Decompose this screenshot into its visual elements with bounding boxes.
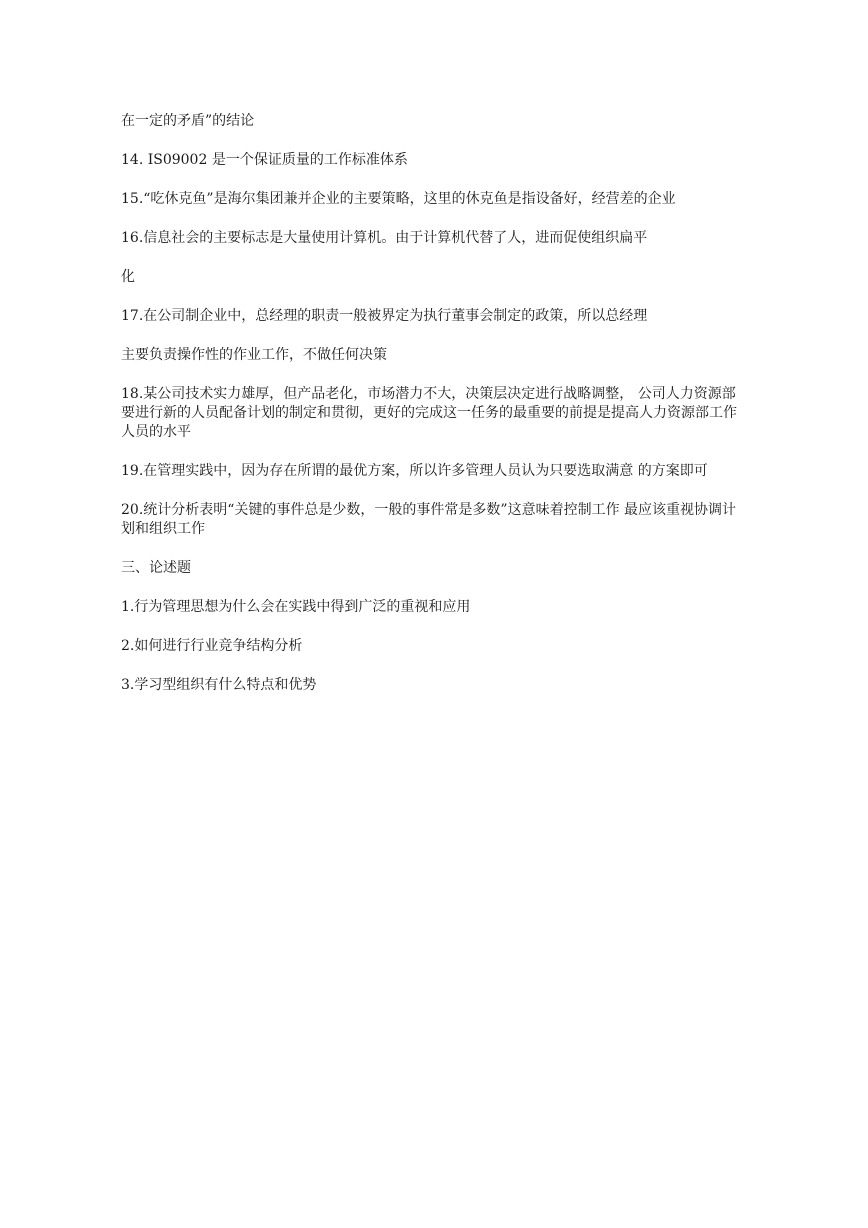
statement-16: 16.信息社会的主要标志是大量使用计算机。由于计算机代替了人，进而促使组织扁平 xyxy=(121,230,648,246)
statement-17-continuation: 主要负责操作性的作业工作，不做任何决策 xyxy=(121,347,387,363)
statement-15: 15.“吃休克鱼”是海尔集团兼并企业的主要策略，这里的休克鱼是指设备好，经营差的企业 xyxy=(121,191,676,207)
essay-question-2: 2.如何进行行业竞争结构分析 xyxy=(121,638,303,654)
paragraph-continuation: 在一定的矛盾”的结论 xyxy=(121,113,255,129)
statement-19: 19.在管理实践中，因为存在所谓的最优方案，所以许多管理人员认为只要选取满意 的方案即可 xyxy=(121,463,708,479)
document-body xyxy=(121,112,749,715)
section-heading-essay: 三、论述题 xyxy=(121,560,191,576)
essay-question-3: 3.学习型组织有什么特点和优势 xyxy=(121,677,317,693)
statement-20: 20.统计分析表明“关键的事件总是少数，一般的事件常是多数”这意味着控制工作 最应该重视协调计划和组织工作 xyxy=(121,502,737,537)
statement-16-continuation: 化 xyxy=(121,269,135,285)
statement-14: 14. IS09002 是一个保证质量的工作标准体系 xyxy=(121,152,408,168)
statement-17: 17.在公司制企业中，总经理的职责一般被界定为执行董事会制定的政策，所以总经理 xyxy=(121,308,648,324)
essay-question-1: 1.行为管理思想为什么会在实践中得到广泛的重视和应用 xyxy=(121,599,471,615)
statement-18: 18.某公司技术实力雄厚，但产品老化，市场潜力不大，决策层决定进行战略调整， 公司人力资源部要进行新的人员配备计划的制定和贯彻，更好的完成这一任务的最重要的前提是提高人力资源部工作人员的水平 xyxy=(121,386,737,440)
